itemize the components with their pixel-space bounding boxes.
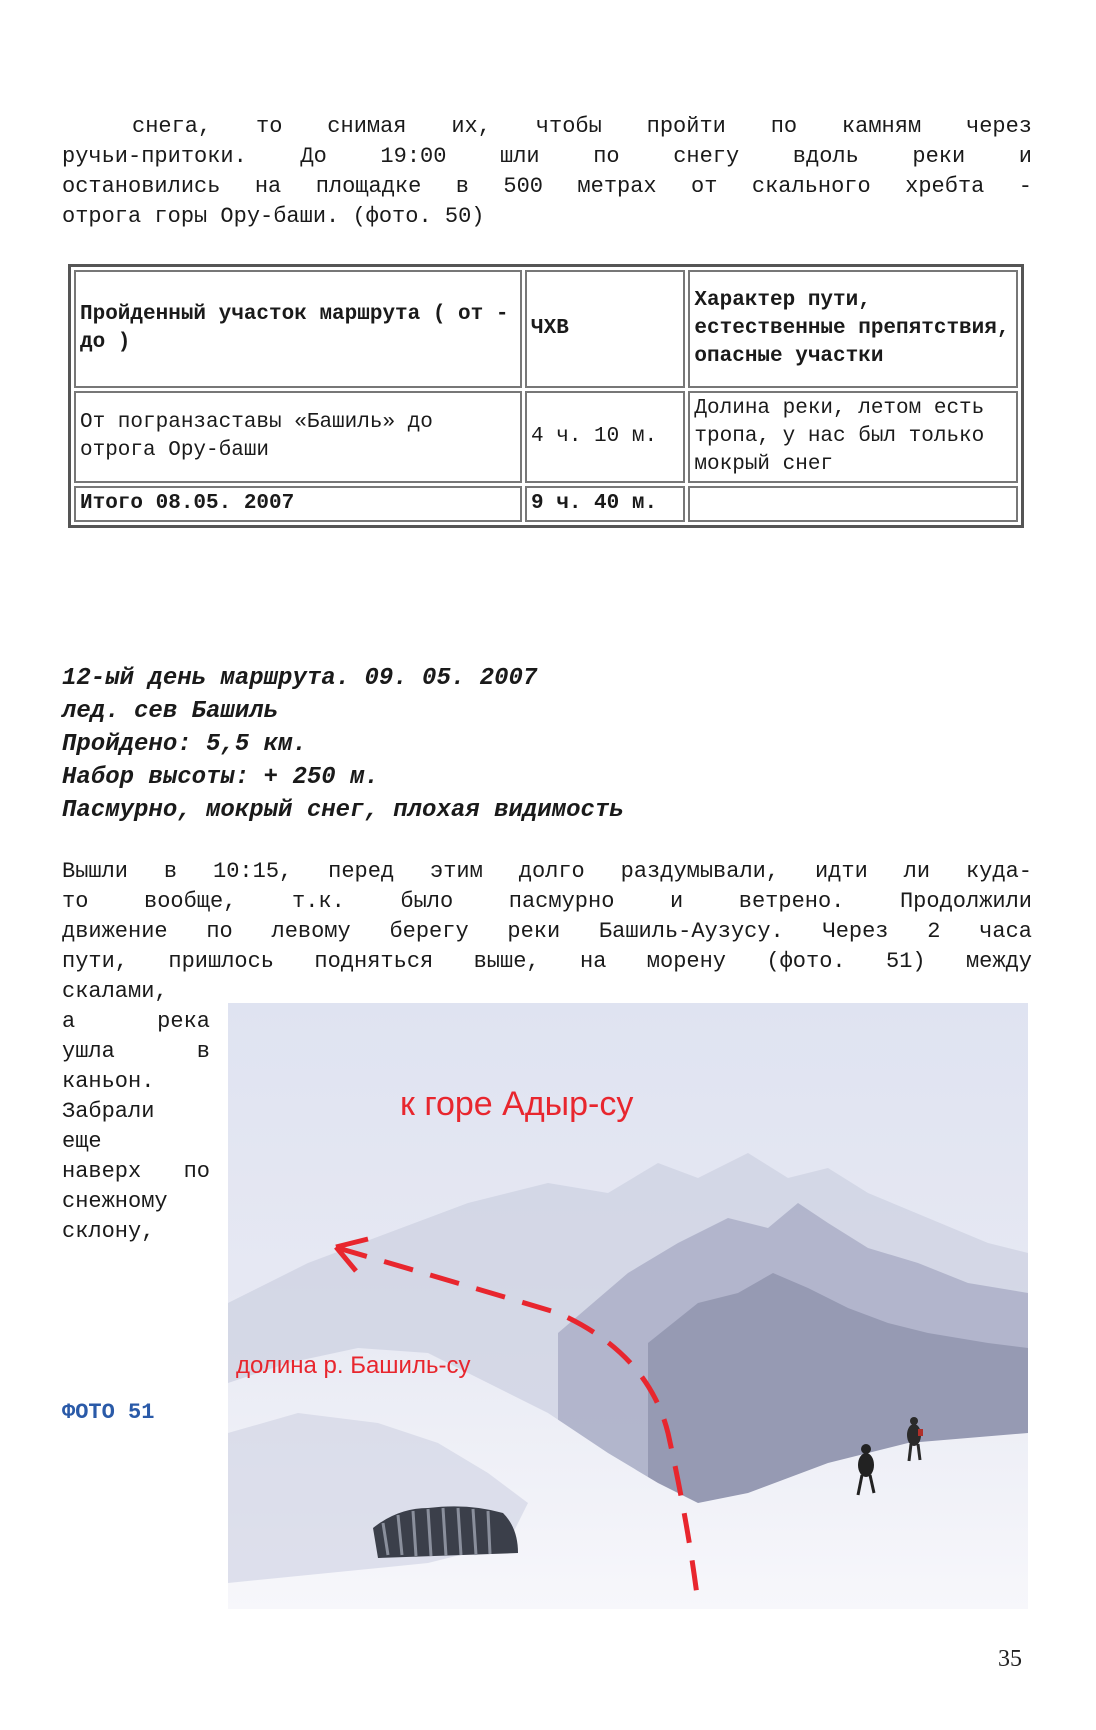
intro-line: ручьи-притоки. До 19:00 шли по снегу вдоль реки и [62,144,1032,169]
photo-caption: ФОТО 51 [62,1400,155,1425]
intro-line: остановились на площадке в 500 метрах от скального хребта - [62,174,1032,199]
row-character: Долина реки, летом есть тропа, у нас был только мокрый снег [688,391,1018,483]
narrow-line: склону, [62,1219,155,1244]
narrow-line: Забрали [62,1099,155,1124]
narrow-line: скалами, [62,979,168,1004]
narrow-line: каньон. [62,1069,155,1094]
page-number: 35 [998,1646,1022,1672]
photo-label-top: к горе Адыр-су [400,1085,634,1123]
narrow-line: ушла в [62,1039,210,1064]
day-title: 12-ый день маршрута. 09. 05. 2007 [62,665,538,692]
header-character: Характер пути, естественные препятствия, опасные участки [688,270,1018,388]
body-paragraph [62,857,1032,977]
body-line: пути, пришлось подняться выше, на морену (фото. 51) между [62,949,1032,974]
row-time: 4 ч. 10 м. [525,391,685,483]
day-weather: Пасмурно, мокрый снег, плохая видимость [62,797,624,824]
header-section: Пройденный участок маршрута ( от - до ) [74,270,522,388]
body-line: Вышли в 10:15, перед этим долго раздумывали, идти ли куда- [62,859,1032,884]
intro-paragraph [62,112,1032,232]
total-empty [688,486,1018,522]
day-heading [62,662,962,827]
route-table [68,264,1024,528]
table-total-row [74,486,1018,522]
total-label: Итого 08.05. 2007 [74,486,522,522]
intro-line: отрога горы Ору-баши. (фото. 50) [62,204,485,229]
narrow-line: а река [62,1009,210,1034]
day-distance: Пройдено: 5,5 км. [62,731,307,758]
body-line: движение по левому берегу реки Башиль-Аузусу. Через 2 часа [62,919,1032,944]
day-elevation: Набор высоты: + 250 м. [62,764,379,791]
narrow-line: еще [62,1129,102,1154]
intro-line: снега, то снимая их, чтобы пройти по камням через [132,114,1032,139]
table-row [74,391,1018,483]
header-time: ЧХВ [525,270,685,388]
row-section: От погранзаставы «Башиль» до отрога Ору-баши [74,391,522,483]
narrow-line: наверх по [62,1159,210,1184]
total-time: 9 ч. 40 м. [525,486,685,522]
body-narrow-column [62,977,210,1247]
day-place: лед. сев Башиль [62,698,279,725]
body-line: то вообще, т.к. было пасмурно и ветрено. Продолжили [62,889,1032,914]
photo-label-valley: долина р. Башиль-су [236,1352,471,1379]
table-header-row [74,270,1018,388]
narrow-line: снежному [62,1189,168,1214]
